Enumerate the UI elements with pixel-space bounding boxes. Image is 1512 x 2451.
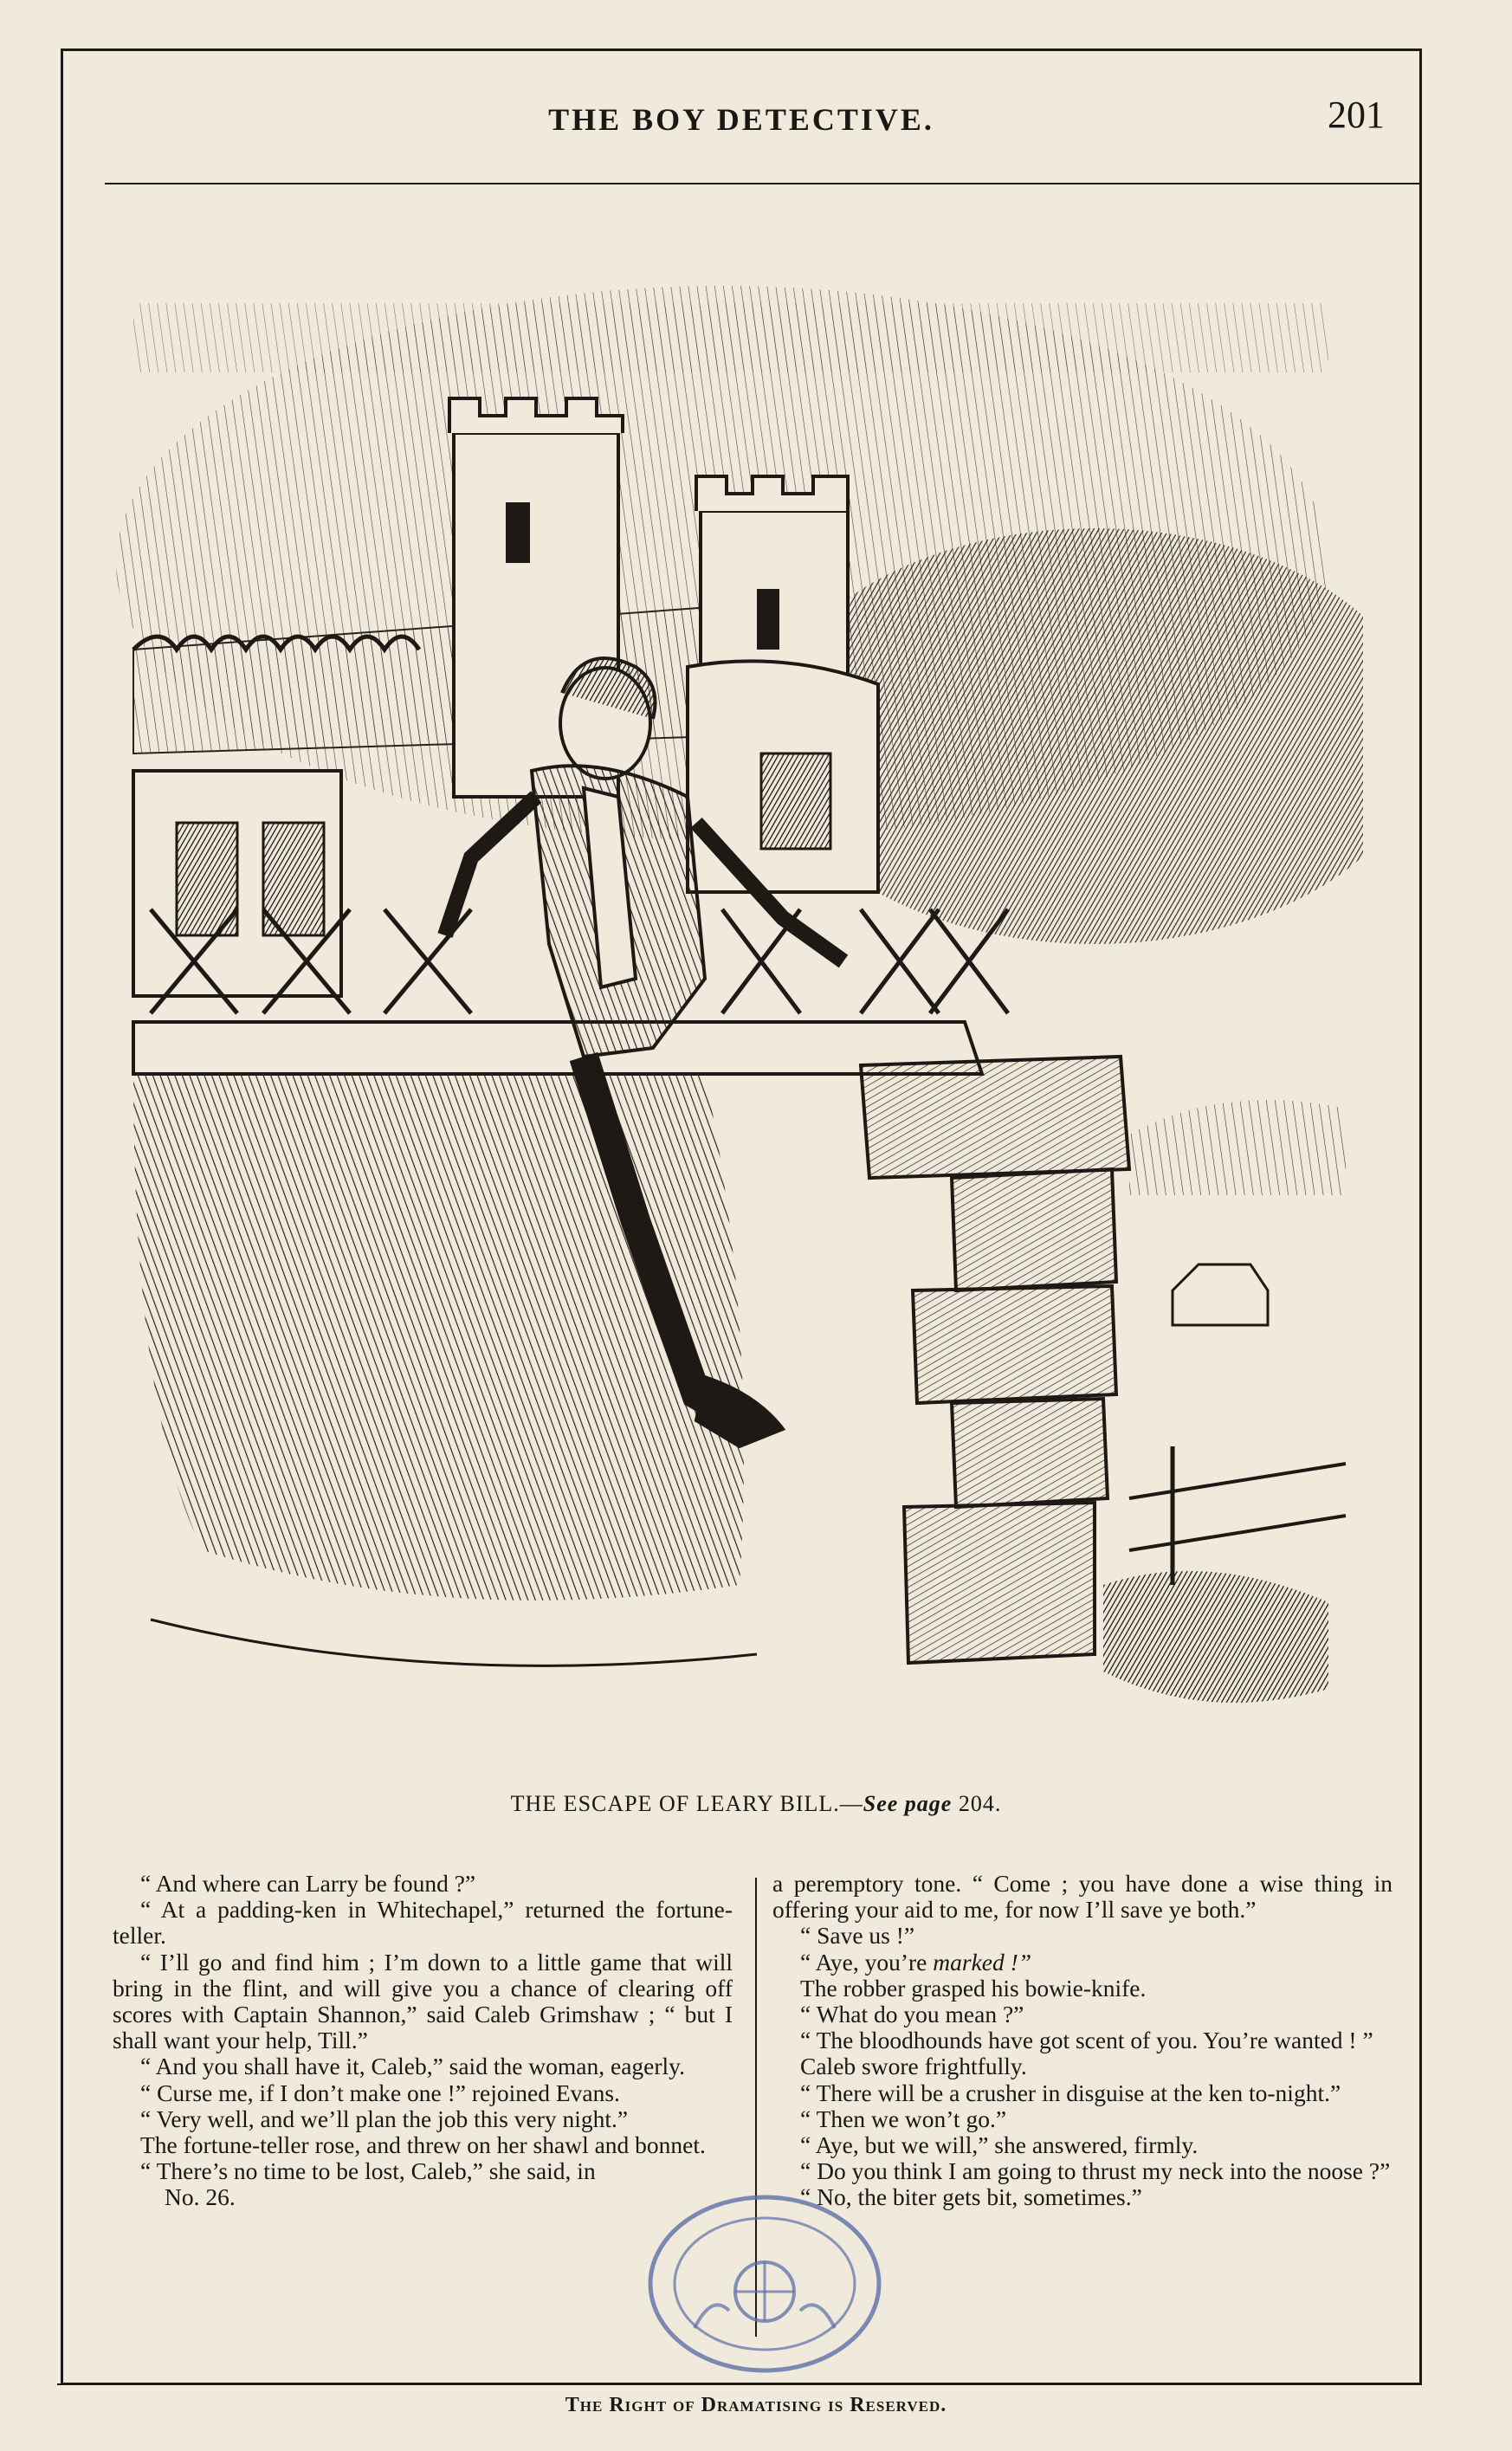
paragraph bbox=[772, 1950, 1392, 1976]
engraving-illustration bbox=[99, 199, 1363, 1784]
caption-ref: See page bbox=[863, 1791, 953, 1816]
paragraph: “ Aye, but we will,” she answered, firmly. bbox=[800, 2131, 1199, 2159]
paragraph: “ There will be a crusher in disguise at the ken to-night.” bbox=[800, 2079, 1341, 2106]
running-head bbox=[63, 86, 1419, 138]
paragraph: The robber grasped his bowie-knife. bbox=[800, 1974, 1147, 2002]
paragraph: “ The bloodhounds have got scent of you. You’re wanted ! ” bbox=[800, 2027, 1373, 2054]
header-rule bbox=[105, 183, 1421, 184]
page-number: 201 bbox=[1328, 94, 1385, 136]
paragraph: “ I’ll go and find him ; I’m down to a little game that will bring in the flint, and will give you a chance of clearing off scores with Captain Shannon,” said Caleb Grimshaw ; “ but I shall want your help, Till.” bbox=[113, 1948, 733, 2054]
paragraph: “ Curse me, if I don’t make one !” rejoined Evans. bbox=[140, 2079, 620, 2106]
paragraph: “ No, the biter gets bit, sometimes.” bbox=[800, 2183, 1142, 2211]
paragraph: “ Very well, and we’ll plan the job this very night.” bbox=[140, 2105, 629, 2132]
library-stamp bbox=[643, 2189, 887, 2378]
italic-word: marked !” bbox=[933, 1948, 1032, 1976]
paragraph: “ Then we won’t go.” bbox=[800, 2105, 1007, 2132]
paragraph: “ At a padding-ken in Whitechapel,” returned the fortune-teller. bbox=[113, 1896, 733, 1950]
paragraph: a peremptory tone. “ Come ; you have done a wise thing in offering your aid to me, for now I’ll save ye both.” bbox=[772, 1870, 1392, 1924]
caption-page: 204. bbox=[952, 1791, 1002, 1816]
rights-notice: The Right of Dramatising is Reserved. bbox=[565, 2394, 947, 2416]
paragraph: The fortune-teller rose, and threw on her shawl and bonnet. bbox=[140, 2131, 706, 2159]
paragraph: Caleb swore frightfully. bbox=[800, 2053, 1027, 2080]
left-column bbox=[113, 1871, 733, 2211]
paragraph: “ And where can Larry be found ?” bbox=[140, 1870, 476, 1897]
paragraph: “ And you shall have it, Caleb,” said the woman, eagerly. bbox=[140, 2053, 686, 2080]
paragraph: “ What do you mean ?” bbox=[800, 2001, 1024, 2028]
running-title: THE BOY DETECTIVE. bbox=[548, 102, 934, 137]
footer-rule bbox=[57, 2383, 1420, 2385]
paragraph: “ Save us !” bbox=[800, 1922, 915, 1950]
caption-main: THE ESCAPE OF LEARY BILL.— bbox=[510, 1791, 863, 1816]
paragraph: “ Do you think I am going to thrust my neck into the noose ?” bbox=[800, 2157, 1391, 2185]
right-column bbox=[772, 1871, 1392, 2211]
illustration-caption bbox=[0, 1791, 1512, 1817]
paragraph-text: “ Aye, you’re bbox=[800, 1948, 934, 1976]
issue-number: No. 26. bbox=[165, 2183, 236, 2211]
paragraph: “ There’s no time to be lost, Caleb,” she said, in bbox=[140, 2157, 596, 2185]
